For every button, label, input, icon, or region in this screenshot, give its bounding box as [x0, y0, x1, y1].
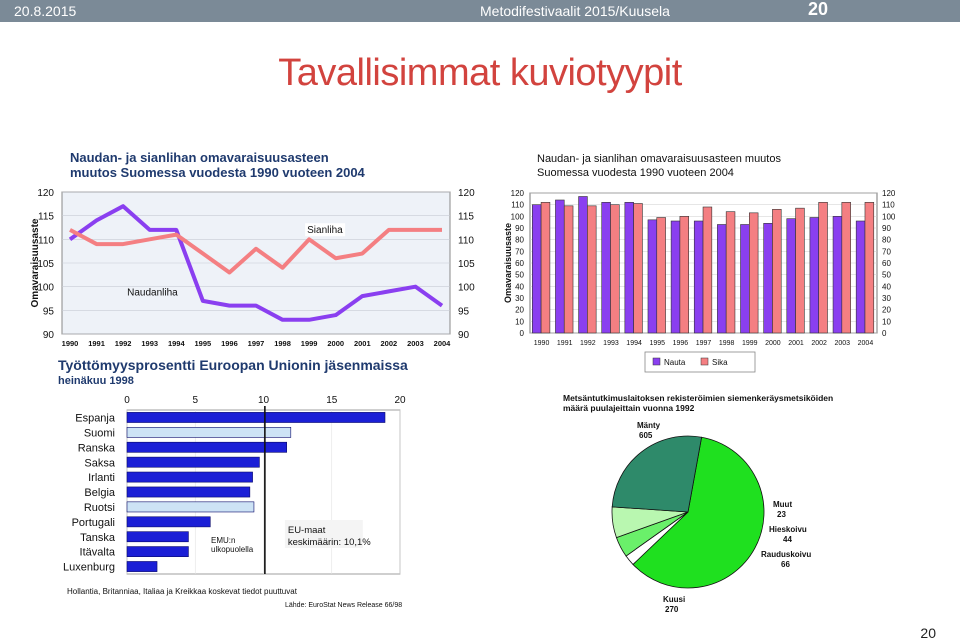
bar-chart-xtick: 1994 — [626, 340, 642, 347]
hbar-luxenburg — [127, 561, 157, 571]
pie-value-mänty: 605 — [639, 431, 653, 440]
hbar-chart-subtitle: heinäkuu 1998 — [58, 375, 134, 387]
hbar-emu-annotation-2: ulkopuolella — [211, 545, 254, 554]
series-label-naudanliha: Naudanliha — [127, 287, 178, 299]
bar-sika-1992 — [587, 206, 596, 333]
bar-chart-ytick-left: 50 — [515, 270, 524, 280]
line-chart-ytick-left: 105 — [37, 259, 54, 270]
bar-chart-ytick-left: 70 — [515, 247, 524, 257]
bar-chart-ytick-right: 10 — [882, 317, 891, 327]
footer-number: 20 — [920, 625, 936, 641]
pie-label-mänty: Mänty — [637, 421, 661, 430]
pie-label-rauduskoivu: Rauduskoivu — [761, 550, 812, 559]
hbar-irlanti — [127, 472, 253, 482]
hbar-ranska — [127, 442, 287, 452]
bar-chart-xtick: 1997 — [695, 340, 712, 347]
line-chart-ytick-left: 100 — [37, 282, 54, 294]
bar-chart-xtick: 2004 — [857, 340, 874, 347]
pie-value-muut: 23 — [777, 510, 786, 519]
pie-value-rauduskoivu: 66 — [781, 560, 790, 569]
bar-chart-ytick-right: 100 — [882, 212, 896, 222]
series-label-sianliha: Sianliha — [307, 225, 343, 237]
bar-chart-ytick-right: 120 — [882, 189, 896, 198]
bar-chart-xtick: 1991 — [556, 340, 573, 347]
hbar-emu-annotation-1: EMU:n — [211, 536, 236, 545]
slide-date: 20.8.2015 — [14, 3, 77, 19]
bar-chart-ytick-right: 50 — [882, 270, 891, 280]
bar-sika-1994 — [634, 204, 643, 334]
line-chart-ytick-right: 115 — [458, 211, 474, 223]
hbar-saksa — [127, 457, 259, 467]
hbar-belgia — [127, 487, 250, 497]
line-chart-ytick-right: 120 — [458, 188, 475, 199]
hbar-category-label: Luxenburg — [63, 561, 115, 574]
legend-label-nauta: Nauta — [664, 358, 686, 367]
bar-nauta-1998 — [717, 225, 726, 334]
bar-chart-legend — [645, 352, 755, 372]
bar-chart-title-2: Suomessa vuodesta 1990 vuoteen 2004 — [537, 167, 734, 179]
bar-chart-xtick: 2003 — [834, 340, 851, 347]
bar-chart-title-1: Naudan- ja sianlihan omavaraisuusasteen muutos — [537, 153, 781, 165]
line-chart-xtick: 1998 — [274, 339, 291, 348]
bar-chart-ytick-left: 110 — [511, 200, 524, 210]
bar-chart-xtick: 1998 — [718, 340, 735, 347]
slide-header — [0, 0, 960, 22]
line-chart-xtick: 2000 — [327, 339, 345, 348]
slide-title: Tavallisimmat kuviotyypit — [278, 52, 682, 94]
bar-chart-ytick-left: 100 — [510, 212, 524, 222]
legend-swatch-sika — [701, 358, 708, 365]
line-chart-xtick: 1997 — [247, 339, 265, 348]
bar-chart-ytick-right: 0 — [882, 329, 887, 338]
pie-label-kuusi: Kuusi — [663, 595, 686, 604]
line-chart-title-2: muutos Suomessa vuodesta 1990 vuoteen 2004 — [70, 165, 365, 180]
line-chart-xtick: 1999 — [300, 339, 318, 348]
line-chart-xtick: 1990 — [61, 339, 79, 348]
bar-chart-ytick-right: 30 — [882, 294, 891, 303]
bar-chart-ylabel: Omavaraisuusaste — [503, 222, 513, 304]
bar-nauta-1996 — [671, 221, 680, 333]
line-chart-title-1: Naudan- ja sianlihan omavaraisuusasteen — [70, 150, 329, 165]
hbar-xtick: 5 — [192, 395, 199, 406]
line-chart-xtick: 2004 — [433, 339, 451, 348]
bar-nauta-1993 — [602, 202, 611, 333]
line-chart-xtick: 1992 — [114, 339, 132, 348]
bar-sika-2002 — [819, 202, 828, 333]
bar-sika-1997 — [703, 207, 712, 333]
line-chart-ytick-left: 115 — [38, 211, 54, 223]
bar-chart-xtick: 2000 — [765, 340, 781, 347]
bar-chart-ytick-left: 40 — [515, 282, 524, 292]
bar-chart-xtick: 1996 — [672, 340, 689, 347]
bar-sika-1996 — [680, 216, 689, 333]
bar-chart-ytick-right: 80 — [882, 235, 891, 245]
pie-chart — [555, 392, 855, 617]
pie-value-kuusi: 270 — [665, 605, 679, 614]
pie-chart-title-1: Metsäntutkimuslaitoksen rekisteröimien siemenkeräysmetsiköiden — [563, 393, 834, 403]
hbar-note: Hollantia, Britanniaa, Italiaa ja Kreikkaa koskevat tiedot puuttuvat — [67, 587, 297, 596]
bar-sika-2000 — [772, 209, 781, 333]
pie-label-muut: Muut — [773, 500, 793, 509]
line-chart — [0, 140, 480, 355]
hbar-xtick: 10 — [257, 395, 270, 406]
line-chart-ytick-right: 110 — [458, 235, 474, 247]
pie-value-hieskoivu: 44 — [783, 535, 792, 544]
bar-sika-2003 — [842, 202, 851, 333]
bar-sika-1993 — [611, 205, 620, 333]
bar-chart-ytick-right: 60 — [882, 259, 891, 268]
hbar-chart — [55, 352, 425, 612]
bar-chart-xtick: 2001 — [788, 340, 804, 347]
line-chart-xtick: 1991 — [88, 339, 105, 348]
hbar-suomi — [127, 427, 291, 437]
bar-nauta-2001 — [787, 219, 796, 333]
bar-chart-ytick-right: 20 — [882, 305, 891, 315]
hbar-category-label: Ranska — [77, 442, 115, 455]
line-chart-ytick-left: 110 — [38, 235, 54, 247]
bar-nauta-1990 — [532, 205, 541, 333]
legend-label-sika: Sika — [712, 358, 728, 367]
bar-nauta-1995 — [648, 220, 657, 333]
bar-chart-ytick-right: 40 — [882, 282, 891, 292]
hbar-category-label: Saksa — [84, 457, 115, 470]
hbar-category-label: Tanska — [80, 531, 115, 544]
bar-nauta-1997 — [694, 221, 703, 333]
hbar-source: Lähde: EuroStat News Release 66/98 — [285, 602, 403, 609]
bar-chart-xtick: 1999 — [741, 340, 758, 347]
line-chart-ytick-right: 95 — [458, 306, 470, 318]
hbar-category-label: Espanja — [75, 412, 115, 425]
hbar-category-label: Belgia — [84, 487, 115, 500]
slide-number: 20 — [808, 0, 829, 19]
hbar-itävalta — [127, 547, 188, 557]
bar-nauta-2004 — [856, 221, 865, 333]
line-chart-xtick: 1996 — [221, 339, 238, 348]
bar-sika-1999 — [749, 213, 758, 333]
pie-slice-kuusi — [612, 436, 701, 512]
hbar-category-label: Suomi — [83, 427, 115, 440]
bar-chart-ytick-right: 90 — [882, 224, 891, 233]
bar-sika-2001 — [796, 208, 805, 333]
bar-nauta-1991 — [555, 200, 564, 333]
hbar-avg-annotation-2: keskimäärin: 10,1% — [287, 537, 371, 548]
bar-sika-2004 — [865, 202, 874, 333]
bar-chart-ytick-left: 90 — [515, 224, 524, 233]
line-chart-ytick-right: 100 — [458, 282, 475, 294]
bar-nauta-1992 — [579, 197, 588, 334]
line-chart-xtick: 1994 — [167, 339, 185, 348]
line-chart-ytick-left: 90 — [42, 330, 54, 341]
bar-sika-1991 — [564, 206, 573, 333]
line-chart-ytick-left: 120 — [37, 188, 54, 199]
hbar-tanska — [127, 532, 188, 542]
hbar-category-label: Itävalta — [79, 546, 115, 559]
bar-chart — [495, 145, 960, 385]
bar-nauta-2000 — [764, 223, 773, 333]
bar-nauta-2002 — [810, 218, 819, 334]
bar-nauta-1994 — [625, 202, 634, 333]
line-chart-ytick-right: 105 — [458, 259, 475, 270]
bar-chart-ytick-left: 80 — [515, 235, 524, 245]
bar-sika-1998 — [726, 212, 735, 333]
bar-chart-ytick-left: 60 — [515, 259, 524, 268]
hbar-portugali — [127, 517, 210, 527]
line-chart-ytick-right: 90 — [458, 330, 470, 341]
line-chart-xtick: 2003 — [407, 339, 424, 348]
bar-chart-xtick: 1993 — [603, 340, 619, 347]
bar-chart-ytick-right: 110 — [882, 200, 895, 210]
hbar-avg-annotation-1: EU-maat — [287, 525, 326, 536]
hbar-ruotsi — [127, 502, 254, 512]
line-chart-xtick: 1993 — [141, 339, 159, 348]
bar-chart-ytick-left: 0 — [519, 329, 524, 338]
slide-event: Metodifestivaalit 2015/Kuusela — [480, 3, 670, 19]
bar-chart-ytick-right: 70 — [882, 247, 891, 257]
bar-sika-1990 — [541, 202, 550, 333]
hbar-xtick: 15 — [326, 395, 338, 406]
bar-chart-ytick-left: 20 — [515, 305, 524, 315]
bar-sika-1995 — [657, 218, 666, 334]
line-chart-ytick-left: 95 — [42, 306, 54, 318]
line-chart-ylabel: Omavaraisuusaste — [30, 218, 41, 308]
bar-chart-xtick: 1992 — [580, 340, 596, 347]
bar-chart-ytick-left: 120 — [510, 189, 524, 198]
bar-chart-ytick-left: 10 — [515, 317, 524, 327]
hbar-category-label: Portugali — [71, 516, 115, 529]
hbar-xtick: 20 — [394, 395, 406, 406]
pie-label-hieskoivu: Hieskoivu — [769, 525, 807, 534]
bar-chart-xtick: 1995 — [649, 340, 666, 347]
line-chart-xtick: 1995 — [194, 339, 212, 348]
hbar-category-label: Irlanti — [88, 472, 115, 485]
bar-chart-xtick: 2002 — [811, 340, 827, 347]
bar-nauta-1999 — [741, 225, 750, 334]
legend-swatch-nauta — [653, 358, 660, 365]
hbar-xtick: 0 — [124, 395, 130, 406]
hbar-chart-title: Työttömyysprosentti Euroopan Unionin jäsenmaissa — [58, 357, 408, 373]
bar-nauta-2003 — [833, 216, 842, 333]
pie-chart-title-2: määrä puulajeittain vuonna 1992 — [563, 403, 695, 413]
bar-chart-xtick: 1990 — [533, 340, 550, 347]
line-chart-xtick: 2001 — [353, 339, 371, 348]
line-chart-xtick: 2002 — [380, 339, 398, 348]
bar-chart-ytick-left: 30 — [515, 294, 524, 303]
hbar-espanja — [127, 412, 385, 422]
hbar-category-label: Ruotsi — [83, 501, 115, 514]
